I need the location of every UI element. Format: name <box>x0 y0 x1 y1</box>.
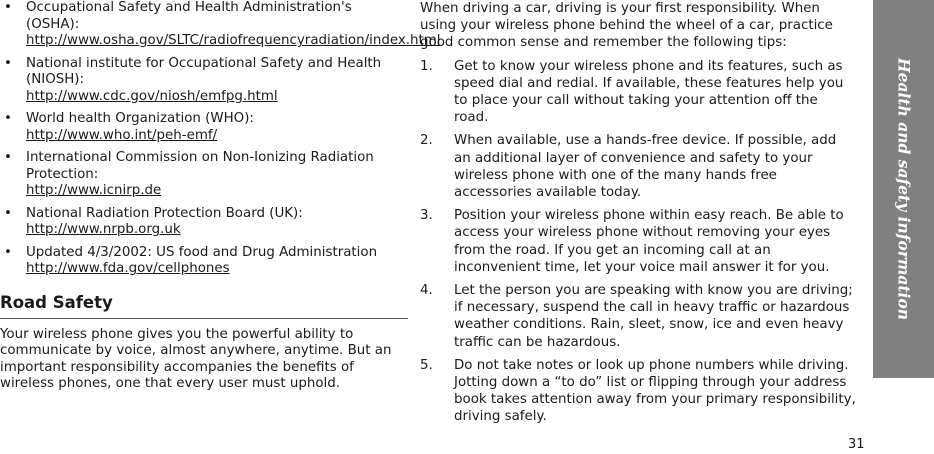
list-item <box>0 0 441 50</box>
list-item <box>0 56 408 106</box>
tip-text: Position your wireless phone within easy reach. Be able to access your wireless phone without removing your eyes from the road. If you get an incoming call at an inconvenient time, let your voice mail answer it for you. <box>454 208 844 275</box>
tip-number: 5. <box>420 357 433 373</box>
link-url[interactable]: http://www.osha.gov/SLTC/radiofrequencyradiation/index.html <box>26 33 441 48</box>
tip-text: Get to know your wireless phone and its features, such as speed dial and redial. If available, these features help you to place your call without taking your attention off the road. <box>454 58 844 126</box>
list-item <box>420 207 856 276</box>
list-item <box>0 206 408 239</box>
list-item <box>420 357 856 426</box>
link-label: • Occupational Safety and Health Administration's (OSHA): <box>26 0 352 32</box>
resource-link-list <box>0 0 441 278</box>
list-item <box>420 282 856 351</box>
section-side-tab <box>873 0 934 378</box>
driving-tips-list <box>420 58 856 426</box>
link-url[interactable]: http://www.nrpb.org.uk <box>26 222 181 237</box>
link-url[interactable]: http://www.cdc.gov/niosh/emfpg.html <box>26 88 278 104</box>
list-item <box>420 58 856 127</box>
list-item <box>0 111 408 144</box>
page-number: 31 <box>848 437 865 452</box>
link-url[interactable]: http://www.fda.gov/cellphones <box>26 261 230 276</box>
link-url[interactable]: http://www.who.int/peh-emf/ <box>26 127 218 143</box>
tip-number: 1. <box>420 58 433 74</box>
tip-number: 3. <box>420 208 433 224</box>
left-column <box>0 0 441 393</box>
list-item <box>420 132 856 201</box>
road-safety-paragraph: Your wireless phone gives you the powerful ability to communicate by voice, almost anywhere, anytime. But an important responsibility accompanies the benefits of wireless phones, one that every user must uphold. <box>0 326 392 391</box>
tip-number: 4. <box>420 283 433 299</box>
link-label: • International Commission on Non-Ionizing Radiation Protection: <box>26 150 374 182</box>
link-label: • National Radiation Protection Board (UK): <box>26 205 303 221</box>
side-tab-label: Health and safety information <box>894 57 913 321</box>
link-label: • World health Organization (WHO): <box>26 111 254 126</box>
list-item <box>0 245 408 278</box>
link-label: • National institute for Occupational Safety and Health (NIOSH): <box>26 55 382 87</box>
tip-number: 2. <box>420 133 433 149</box>
link-label: • Updated 4/3/2002: US food and Drug Administration <box>26 244 378 260</box>
link-url[interactable]: http://www.icnirp.de <box>26 183 162 198</box>
right-column <box>420 0 856 426</box>
tip-text: When available, use a hands-free device. If possible, add an additional layer of convenience and safety to your wireless phone with one of the many hands free accessories available today. <box>454 133 837 201</box>
section-heading: Road Safety <box>0 292 408 319</box>
driving-intro-paragraph: When driving a car, driving is your first responsibility. When using your wireless phone behind the wheel of a car, practice good common sense and remember the following tips: <box>420 1 833 51</box>
tip-text: Do not take notes or look up phone numbers while driving. Jotting down a “to do” list or flipping through your address book takes attention away from your primary responsibility, driving safely. <box>454 357 856 425</box>
list-item <box>0 150 408 200</box>
tip-text: Let the person you are speaking with know you are driving; if necessary, suspend the call in heavy traffic or hazardous weather conditions. Rain, sleet, snow, ice and even heavy traffic can be hazardous. <box>454 283 853 350</box>
